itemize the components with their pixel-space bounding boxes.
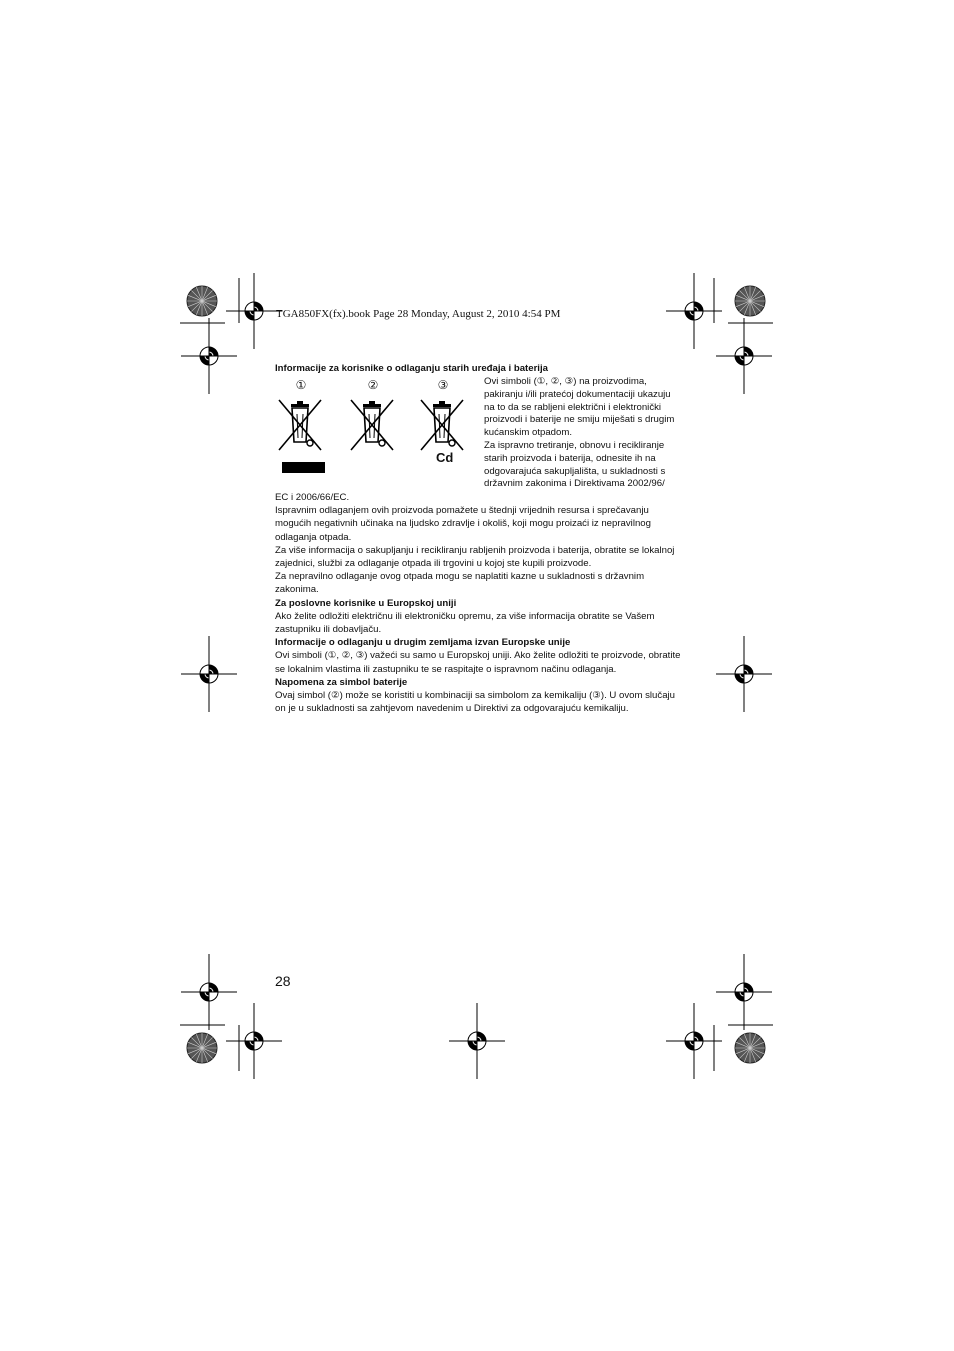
body-paragraph-battery-note: Ovaj simbol (②) može se koristiti u kombinaciji sa simbolom za kemikaliju (③). U ovom slučaju on je u sukladnosti sa zahtjevom navedenim u Direktivi za odgovarajuću kemikaliju. [275,690,675,715]
cadmium-label: Cd [436,450,454,465]
body-paragraph-more-info: Za više informacija o sakupljanju i recikliranju rabljenih proizvoda i baterija, obratite se lokalnoj zajednici, službi za odlaganje otpada ili trgovini u kojoj ste kupili proizvode. [275,544,675,570]
crossed-bin-icon-3 [421,400,463,450]
crossed-bin-icon-2 [351,400,393,450]
symbols-description [484,376,682,491]
print-file-header: TGA850FX(fx).book Page 28 Monday, August 2, 2010 4:54 PM [276,308,561,320]
black-bar-icon [282,462,325,473]
symbol-2-label: ② [367,378,379,392]
heading-battery-note: Napomena za simbol baterije [275,676,408,688]
heading-outside-eu: Informacije o odlaganju u drugim zemljama izvan Europske unije [275,637,571,649]
heading-business-users: Za poslovne korisnike u Europskoj uniji [275,597,457,609]
section-title: Informacije za korisnike o odlaganju starih uređaja i baterija [275,363,548,374]
body-paragraph-penalties: Za nepravilno odlaganje ovog otpada mogu se naplatiti kazne u sukladnosti s državnim zakonima. [275,571,645,596]
page-number: 28 [275,973,291,989]
color-starburst-bottom-right [735,1033,765,1063]
body-paragraph-outside-eu: Ovi simboli (①, ②, ③) važeći su samo u Europskoj uniji. Ako želite odložiti te proizvode, obratite se lokalnim vlastima ili zastupniku te se raspitajte o ispravnom načinu odlaganja. [275,650,681,675]
color-starburst-bottom-left [187,1033,217,1063]
symbol-3-label: ③ [437,378,449,392]
body-continuation: EC i 2006/66/EC. [275,492,350,503]
body-paragraph-business: Ako želite odložiti električnu ili elektroničku opremu, za više informacija obratite se Vašem zastupniku ili dobavljaču. [275,610,655,636]
color-starburst-top-right [735,286,765,316]
color-starburst-top-left [187,286,217,316]
symbols-description-p1: Ovi simboli (①, ②, ③) na proizvodima, pakiranju i/ili pratećoj dokumentaciji ukazuju na to da se rabljeni električni i elektronički proizvodi i baterije ne smiju miješati s drugim kućanskim otpadom. [484,376,675,439]
crossed-bin-icon-1 [279,400,321,450]
disposal-symbols [275,378,475,478]
symbols-description-p2: Za ispravno tretiranje, obnovu i recikliranje starih proizvoda i baterija, odnesite ih na odgovarajuća sakupljališta, u sukladnosti s državnim zakonima i Direktivama 2002/96/ [484,439,666,490]
body-text [275,491,683,715]
body-paragraph-resources: Ispravnim odlaganjem ovih proizvoda pomažete u štednji vrijednih resursa i sprečavanju mogućih negativnih učinaka na ljudsko zdravlje i okoliš, koji mogu proizaći iz nepravilnog odlaganja otpada. [275,505,651,543]
symbol-1-label: ① [295,378,307,392]
